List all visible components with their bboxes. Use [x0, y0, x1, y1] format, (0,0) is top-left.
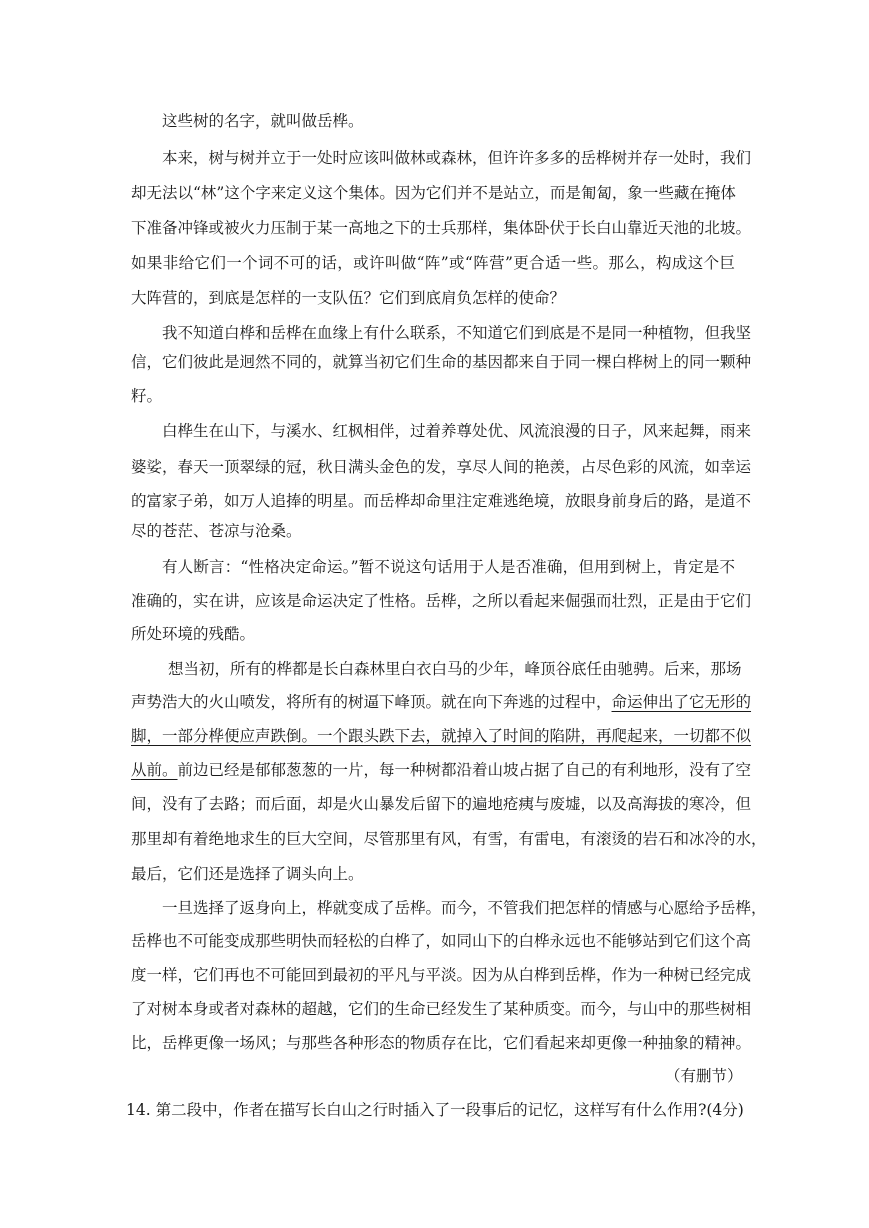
- paragraph-line: 准确的，实在讲，应该是命运决定了性格。岳桦，之所以看起来倔强而壮烈，正是由于它们: [131, 592, 752, 610]
- plain-text: 声势浩大的火山喷发，将所有的树逼下峰顶。就在向下奔逃的过程中，: [131, 693, 612, 711]
- paragraph-line: 我不知道白桦和岳桦在血缘上有什么联系，不知道它们到底是不是同一种植物，但我坚: [162, 324, 752, 342]
- paragraph-line: 籽。: [131, 387, 163, 405]
- paragraph-line: 了对树本身或者对森林的超越，它们的生命已经发生了某种质变。而今，与山中的那些树相: [131, 1000, 752, 1018]
- paragraph-line: 度一样，它们再也不可能回到最初的平凡与平淡。因为从白桦到岳桦，作为一种树已经完成: [131, 966, 752, 984]
- paragraph-line: [131, 692, 752, 712]
- source-note: （有删节）: [665, 1067, 743, 1085]
- underlined-text: 命运伸出了它无形的: [611, 693, 752, 711]
- underlined-text: 从前。: [131, 761, 178, 779]
- paragraph-line: 比，岳桦更像一场风；与那些各种形态的物质存在比，它们看起来却更像一种抽象的精神。: [131, 1034, 752, 1052]
- paragraph-line: 白桦生在山下，与溪水、红枫相伴，过着养尊处优、风流浪漫的日子，风来起舞，雨来: [162, 422, 752, 440]
- paragraph-line: 所处环境的残酷。: [131, 625, 256, 643]
- paragraph-line: 信，它们彼此是迥然不同的，就算当初它们生命的基因都来自于同一棵白桦树上的同一颗种: [131, 353, 752, 371]
- paragraph-line: 下准备冲锋或被火力压制于某一高地之下的士兵那样，集体卧伏于长白山靠近天池的北坡。: [131, 219, 752, 237]
- underlined-text: 脚，一部分桦便应声跌倒。一个跟头跌下去，就掉入了时间的陷阱，再爬起来，一切都不似: [131, 727, 752, 745]
- paragraph-line: 却无法以“林”这个字来定义这个集体。因为它们并不是站立，而是匍匐，象一些藏在掩体: [131, 184, 736, 202]
- paragraph-line: 这些树的名字，就叫做岳桦。: [162, 112, 364, 130]
- paragraph-line: 大阵营的，到底是怎样的一支队伍？它们到底肩负怎样的使命？: [131, 289, 566, 307]
- paragraph-line: 想当初，所有的桦都是长白森林里白衣白马的少年，峰顶谷底任由驰骋。后来，那场: [168, 660, 742, 678]
- paragraph-line: 有人断言：“性格决定命运。”暂不说这句话用于人是否准确，但用到树上，肯定是不: [162, 558, 735, 576]
- paragraph-line: 那里却有着绝地求生的巨大空间，尽管那里有风，有雪，有雷电，有滚烫的岩石和冰冷的水，: [131, 830, 767, 848]
- paragraph-line: 本来，树与树并立于一处时应该叫做林或森林，但许许多多的岳桦树并存一处时，我们: [162, 149, 752, 167]
- paragraph-line: 如果非给它们一个词不可的话，或许叫做“阵”或“阵营”更合适一些。那么，构成这个巨: [131, 254, 735, 272]
- paragraph-line: 的富家子弟，如万人追捧的明星。而岳桦却命里注定难逃绝境，放眼身前身后的路，是道不: [131, 492, 752, 510]
- paragraph-line: 一旦选择了返身向上，桦就变成了岳桦。而今，不管我们把怎样的情感与心愿给予岳桦，: [162, 899, 767, 917]
- paragraph-line: 岳桦也不可能变成那些明快而轻松的白桦了，如同山下的白桦永远也不能够站到它们这个高: [131, 932, 752, 950]
- paragraph-line: 最后，它们还是选择了调头向上。: [131, 865, 364, 883]
- paragraph-line: 间，没有了去路；而后面，却是火山暴发后留下的遍地疮痍与废墟，以及高海拔的寒冷，但: [131, 795, 752, 813]
- plain-text: 前边已经是郁郁葱葱的一片，每一种树都沿着山坡占据了自己的有利地形，没有了空: [177, 761, 752, 779]
- paragraph-line: 尽的苍茫、苍凉与沧桑。: [131, 522, 302, 540]
- question-14: 14. 第二段中，作者在描写长白山之行时插入了一段事后的记忆，这样写有什么作用?(4分): [126, 1101, 744, 1119]
- paragraph-line: [131, 760, 752, 780]
- paragraph-line: 婆娑，春天一顶翠绿的冠，秋日满头金色的发，享尽人间的艳羡，占尽色彩的风流，如幸运: [131, 458, 752, 476]
